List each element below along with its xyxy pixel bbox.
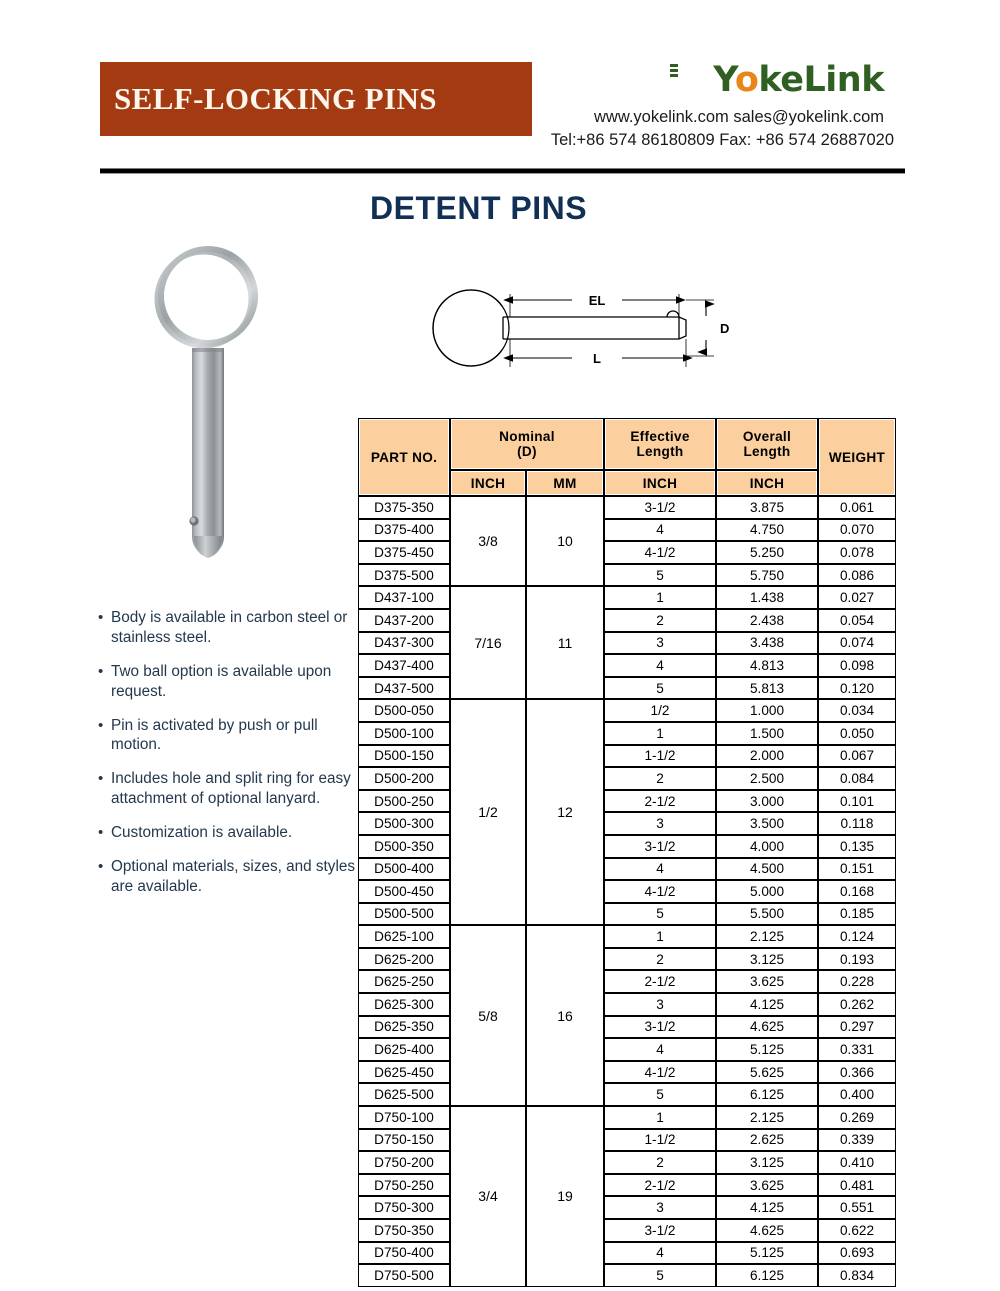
cell-part-no: D625-200: [358, 948, 450, 971]
cell-overall-length: 4.125: [716, 1196, 818, 1219]
cell-part-no: D437-500: [358, 677, 450, 700]
cell-part-no: D625-350: [358, 1016, 450, 1039]
cell-nominal-inch: 3/8: [450, 496, 526, 586]
cell-weight: 0.693: [818, 1242, 896, 1265]
table-row: [358, 835, 896, 858]
cell-effective-length: 3-1/2: [604, 496, 716, 519]
cell-overall-length: 4.813: [716, 654, 818, 677]
cell-effective-length: 2-1/2: [604, 1174, 716, 1197]
cell-nominal-mm: 11: [526, 586, 604, 699]
contact-website-email: www.yokelink.com sales@yokelink.com: [593, 108, 884, 126]
cell-effective-length: 4: [604, 1038, 716, 1061]
product-photo-detent-pin: [132, 236, 292, 576]
table-row: [358, 677, 896, 700]
table-row: [358, 1083, 896, 1106]
cell-effective-length: 2-1/2: [604, 970, 716, 993]
bullet-icon: •: [98, 716, 104, 734]
cell-effective-length: 4-1/2: [604, 541, 716, 564]
table-row: [358, 1061, 896, 1084]
cell-overall-length: 4.125: [716, 993, 818, 1016]
cell-weight: 0.086: [818, 564, 896, 587]
cell-effective-length: 2: [604, 767, 716, 790]
yokelink-logo: [530, 60, 902, 100]
cell-overall-length: 3.000: [716, 790, 818, 813]
cell-weight: 0.124: [818, 925, 896, 948]
technical-drawing: [424, 272, 824, 384]
cell-weight: 0.067: [818, 745, 896, 768]
cell-effective-length: 3: [604, 812, 716, 835]
header-overall-line2: Length: [743, 444, 791, 459]
feature-text: Body is available in carbon steel or stainless steel.: [111, 609, 348, 646]
feature-text: Optional materials, sizes, and styles are available.: [111, 857, 356, 895]
cell-weight: 0.185: [818, 903, 896, 926]
cell-weight: 0.050: [818, 722, 896, 745]
table-row: [358, 1196, 896, 1219]
cell-overall-length: 4.000: [716, 835, 818, 858]
table-row: [358, 1016, 896, 1039]
cell-overall-length: 3.625: [716, 1174, 818, 1197]
cell-effective-length: 3: [604, 993, 716, 1016]
cell-overall-length: 4.500: [716, 858, 818, 881]
cell-overall-length: 3.500: [716, 812, 818, 835]
cell-effective-length: 5: [604, 1264, 716, 1287]
table-body: [358, 496, 896, 1287]
cell-part-no: D500-350: [358, 835, 450, 858]
cell-overall-length: 6.125: [716, 1264, 818, 1287]
cell-part-no: D625-500: [358, 1083, 450, 1106]
cell-part-no: D625-250: [358, 970, 450, 993]
cell-weight: 0.027: [818, 586, 896, 609]
cell-part-no: D375-500: [358, 564, 450, 587]
cell-overall-length: 5.125: [716, 1038, 818, 1061]
cell-effective-length: 4-1/2: [604, 1061, 716, 1084]
cell-weight: 0.193: [818, 948, 896, 971]
cell-nominal-inch: 5/8: [450, 925, 526, 1106]
cell-effective-length: 1/2: [604, 699, 716, 722]
table-row: [358, 925, 896, 948]
table-row: [358, 586, 896, 609]
cell-effective-length: 2: [604, 609, 716, 632]
header-sub-ol-inch: INCH: [716, 470, 818, 496]
table-row: [358, 993, 896, 1016]
cell-overall-length: 3.125: [716, 1151, 818, 1174]
cell-effective-length: 1-1/2: [604, 1129, 716, 1152]
header-sub-inch: INCH: [450, 470, 526, 496]
cell-effective-length: 3-1/2: [604, 1219, 716, 1242]
cell-part-no: D375-400: [358, 519, 450, 542]
cell-weight: 0.366: [818, 1061, 896, 1084]
table-row: [358, 812, 896, 835]
cell-part-no: D750-500: [358, 1264, 450, 1287]
table-row: [358, 790, 896, 813]
cell-overall-length: 1.000: [716, 699, 818, 722]
cell-part-no: D625-100: [358, 925, 450, 948]
cell-weight: 0.168: [818, 880, 896, 903]
cell-part-no: D625-400: [358, 1038, 450, 1061]
cell-effective-length: 5: [604, 677, 716, 700]
cell-nominal-inch: 1/2: [450, 699, 526, 925]
cell-weight: 0.118: [818, 812, 896, 835]
feature-item: [98, 823, 360, 843]
cell-part-no: D375-450: [358, 541, 450, 564]
table-row: [358, 903, 896, 926]
cell-weight: 0.120: [818, 677, 896, 700]
cell-weight: 0.551: [818, 1196, 896, 1219]
header-nominal-d: [450, 418, 604, 470]
table-row: [358, 722, 896, 745]
feature-text: Includes hole and split ring for easy attachment of optional lanyard.: [111, 770, 351, 808]
cell-overall-length: 5.750: [716, 564, 818, 587]
cell-effective-length: 2-1/2: [604, 790, 716, 813]
cell-overall-length: 2.125: [716, 925, 818, 948]
cell-effective-length: 2: [604, 948, 716, 971]
cell-weight: 0.834: [818, 1264, 896, 1287]
cell-effective-length: 4: [604, 519, 716, 542]
cell-effective-length: 3: [604, 632, 716, 655]
header-overall-length: [716, 418, 818, 470]
header-sub-mm: MM: [526, 470, 604, 496]
cell-part-no: D750-200: [358, 1151, 450, 1174]
table-row: [358, 654, 896, 677]
cell-effective-length: 1: [604, 1106, 716, 1129]
cell-part-no: D500-050: [358, 699, 450, 722]
cell-overall-length: 3.875: [716, 496, 818, 519]
cell-overall-length: 5.250: [716, 541, 818, 564]
cell-weight: 0.410: [818, 1151, 896, 1174]
cell-overall-length: 6.125: [716, 1083, 818, 1106]
table-row: [358, 1151, 896, 1174]
table-row: [358, 1242, 896, 1265]
feature-item: [98, 662, 360, 702]
cell-weight: 0.061: [818, 496, 896, 519]
cell-effective-length: 5: [604, 903, 716, 926]
bullet-icon: •: [98, 857, 104, 875]
header-nominal-line2: (D): [517, 444, 537, 459]
cell-overall-length: 3.125: [716, 948, 818, 971]
drawing-label-d: D: [720, 321, 730, 336]
cell-overall-length: 2.125: [716, 1106, 818, 1129]
table-row: [358, 1038, 896, 1061]
table-row: [358, 609, 896, 632]
cell-part-no: D437-300: [358, 632, 450, 655]
bullet-icon: •: [98, 824, 104, 841]
bullet-icon: •: [98, 609, 104, 626]
feature-text: Pin is activated by push or pull motion.: [111, 716, 318, 754]
cell-nominal-mm: 16: [526, 925, 604, 1106]
cell-effective-length: 1: [604, 586, 716, 609]
table-row: [358, 564, 896, 587]
bullet-icon: •: [98, 662, 104, 680]
feature-list: [98, 608, 360, 938]
logo-text-nk: nk: [836, 60, 884, 100]
cell-effective-length: 1-1/2: [604, 745, 716, 768]
cell-weight: 0.400: [818, 1083, 896, 1106]
cell-effective-length: 4-1/2: [604, 880, 716, 903]
cell-overall-length: 2.438: [716, 609, 818, 632]
table-row: [358, 496, 896, 519]
cell-overall-length: 3.625: [716, 970, 818, 993]
page-title: DETENT PINS: [370, 190, 588, 226]
cell-nominal-inch: 7/16: [450, 586, 526, 699]
logo-text-o: o: [734, 60, 759, 100]
table-row: [358, 858, 896, 881]
cell-part-no: D750-150: [358, 1129, 450, 1152]
cell-effective-length: 4: [604, 654, 716, 677]
cell-weight: 0.262: [818, 993, 896, 1016]
table-row: [358, 880, 896, 903]
cell-part-no: D750-400: [358, 1242, 450, 1265]
cell-effective-length: 3: [604, 1196, 716, 1219]
cell-part-no: D625-450: [358, 1061, 450, 1084]
feature-item: [98, 769, 360, 809]
table-row: [358, 1264, 896, 1287]
cell-overall-length: 4.625: [716, 1016, 818, 1039]
cell-weight: 0.622: [818, 1219, 896, 1242]
cell-weight: 0.084: [818, 767, 896, 790]
feature-text: Two ball option is available upon request.: [111, 662, 332, 700]
cell-part-no: D500-250: [358, 790, 450, 813]
table-row: [358, 519, 896, 542]
table-row: [358, 699, 896, 722]
header-nominal-line1: Nominal: [499, 429, 555, 444]
cell-part-no: D625-300: [358, 993, 450, 1016]
cell-weight: 0.481: [818, 1174, 896, 1197]
cell-part-no: D500-100: [358, 722, 450, 745]
feature-text: Customization is available.: [111, 824, 293, 841]
table-header: [358, 418, 896, 496]
table-row: [358, 1174, 896, 1197]
cell-weight: 0.098: [818, 654, 896, 677]
cell-effective-length: 1: [604, 722, 716, 745]
cell-weight: 0.135: [818, 835, 896, 858]
table-row: [358, 632, 896, 655]
cell-overall-length: 1.500: [716, 722, 818, 745]
feature-item: [98, 857, 360, 897]
cell-part-no: D500-150: [358, 745, 450, 768]
cell-overall-length: 3.438: [716, 632, 818, 655]
cell-weight: 0.078: [818, 541, 896, 564]
header-effective-line2: Length: [636, 444, 684, 459]
cell-weight: 0.151: [818, 858, 896, 881]
cell-part-no: D500-200: [358, 767, 450, 790]
header-part-no: PART NO.: [358, 418, 450, 496]
drawing-label-l: L: [593, 351, 601, 366]
cell-part-no: D750-100: [358, 1106, 450, 1129]
table-row: [358, 1219, 896, 1242]
drawing-label-el: EL: [588, 293, 606, 308]
cell-effective-length: 1: [604, 925, 716, 948]
cell-overall-length: 5.125: [716, 1242, 818, 1265]
cell-weight: 0.297: [818, 1016, 896, 1039]
header-divider-rule: [100, 168, 905, 174]
cell-part-no: D750-350: [358, 1219, 450, 1242]
cell-weight: 0.034: [818, 699, 896, 722]
cell-effective-length: 5: [604, 1083, 716, 1106]
table-row: [358, 970, 896, 993]
cell-part-no: D375-350: [358, 496, 450, 519]
cell-part-no: D500-300: [358, 812, 450, 835]
header-sub-el-inch: INCH: [604, 470, 716, 496]
cell-part-no: D500-500: [358, 903, 450, 926]
brand-contact-block: [530, 60, 902, 150]
cell-overall-length: 2.500: [716, 767, 818, 790]
cell-overall-length: 5.000: [716, 880, 818, 903]
cell-overall-length: 5.500: [716, 903, 818, 926]
contact-tel-fax: Tel:+86 574 86180809 Fax: +86 574 26887020: [550, 131, 894, 149]
header-effective-line1: Effective: [630, 429, 690, 444]
cell-weight: 0.331: [818, 1038, 896, 1061]
feature-item: [98, 716, 360, 756]
cell-weight: 0.269: [818, 1106, 896, 1129]
cell-weight: 0.228: [818, 970, 896, 993]
logo-text-i: i: [825, 60, 837, 100]
cell-part-no: D437-200: [358, 609, 450, 632]
cell-weight: 0.070: [818, 519, 896, 542]
header-banner-title: SELF-LOCKING PINS: [114, 81, 437, 116]
logo-text-kel: keL: [758, 60, 826, 100]
cell-nominal-inch: 3/4: [450, 1106, 526, 1287]
cell-overall-length: 5.625: [716, 1061, 818, 1084]
table-row: [358, 541, 896, 564]
table-row: [358, 745, 896, 768]
cell-weight: 0.101: [818, 790, 896, 813]
bullet-icon: •: [98, 770, 104, 788]
feature-item: [98, 608, 360, 648]
cell-part-no: D437-400: [358, 654, 450, 677]
cell-effective-length: 3-1/2: [604, 835, 716, 858]
table-row: [358, 948, 896, 971]
logo-text-y: Y: [713, 60, 735, 100]
cell-overall-length: 4.750: [716, 519, 818, 542]
cell-nominal-mm: 10: [526, 496, 604, 586]
cell-weight: 0.054: [818, 609, 896, 632]
cell-effective-length: 2: [604, 1151, 716, 1174]
cell-nominal-mm: 19: [526, 1106, 604, 1287]
cell-part-no: D437-100: [358, 586, 450, 609]
cell-effective-length: 4: [604, 858, 716, 881]
cell-nominal-mm: 12: [526, 699, 604, 925]
header-overall-line1: Overall: [742, 429, 792, 444]
header-weight: WEIGHT: [818, 418, 896, 496]
cell-part-no: D500-400: [358, 858, 450, 881]
cell-part-no: D750-250: [358, 1174, 450, 1197]
cell-part-no: D500-450: [358, 880, 450, 903]
spec-table-container: [358, 418, 896, 1287]
cell-overall-length: 1.438: [716, 586, 818, 609]
cell-overall-length: 2.625: [716, 1129, 818, 1152]
cell-overall-length: 5.813: [716, 677, 818, 700]
cell-part-no: D750-300: [358, 1196, 450, 1219]
cell-effective-length: 3-1/2: [604, 1016, 716, 1039]
cell-effective-length: 4: [604, 1242, 716, 1265]
cell-weight: 0.074: [818, 632, 896, 655]
specification-table: [358, 418, 896, 1287]
header-banner: [100, 62, 532, 136]
cell-overall-length: 2.000: [716, 745, 818, 768]
table-row: [358, 1106, 896, 1129]
cell-effective-length: 5: [604, 564, 716, 587]
table-row: [358, 767, 896, 790]
cell-overall-length: 4.625: [716, 1219, 818, 1242]
header-effective-length: [604, 418, 716, 470]
cell-weight: 0.339: [818, 1129, 896, 1152]
table-row: [358, 1129, 896, 1152]
